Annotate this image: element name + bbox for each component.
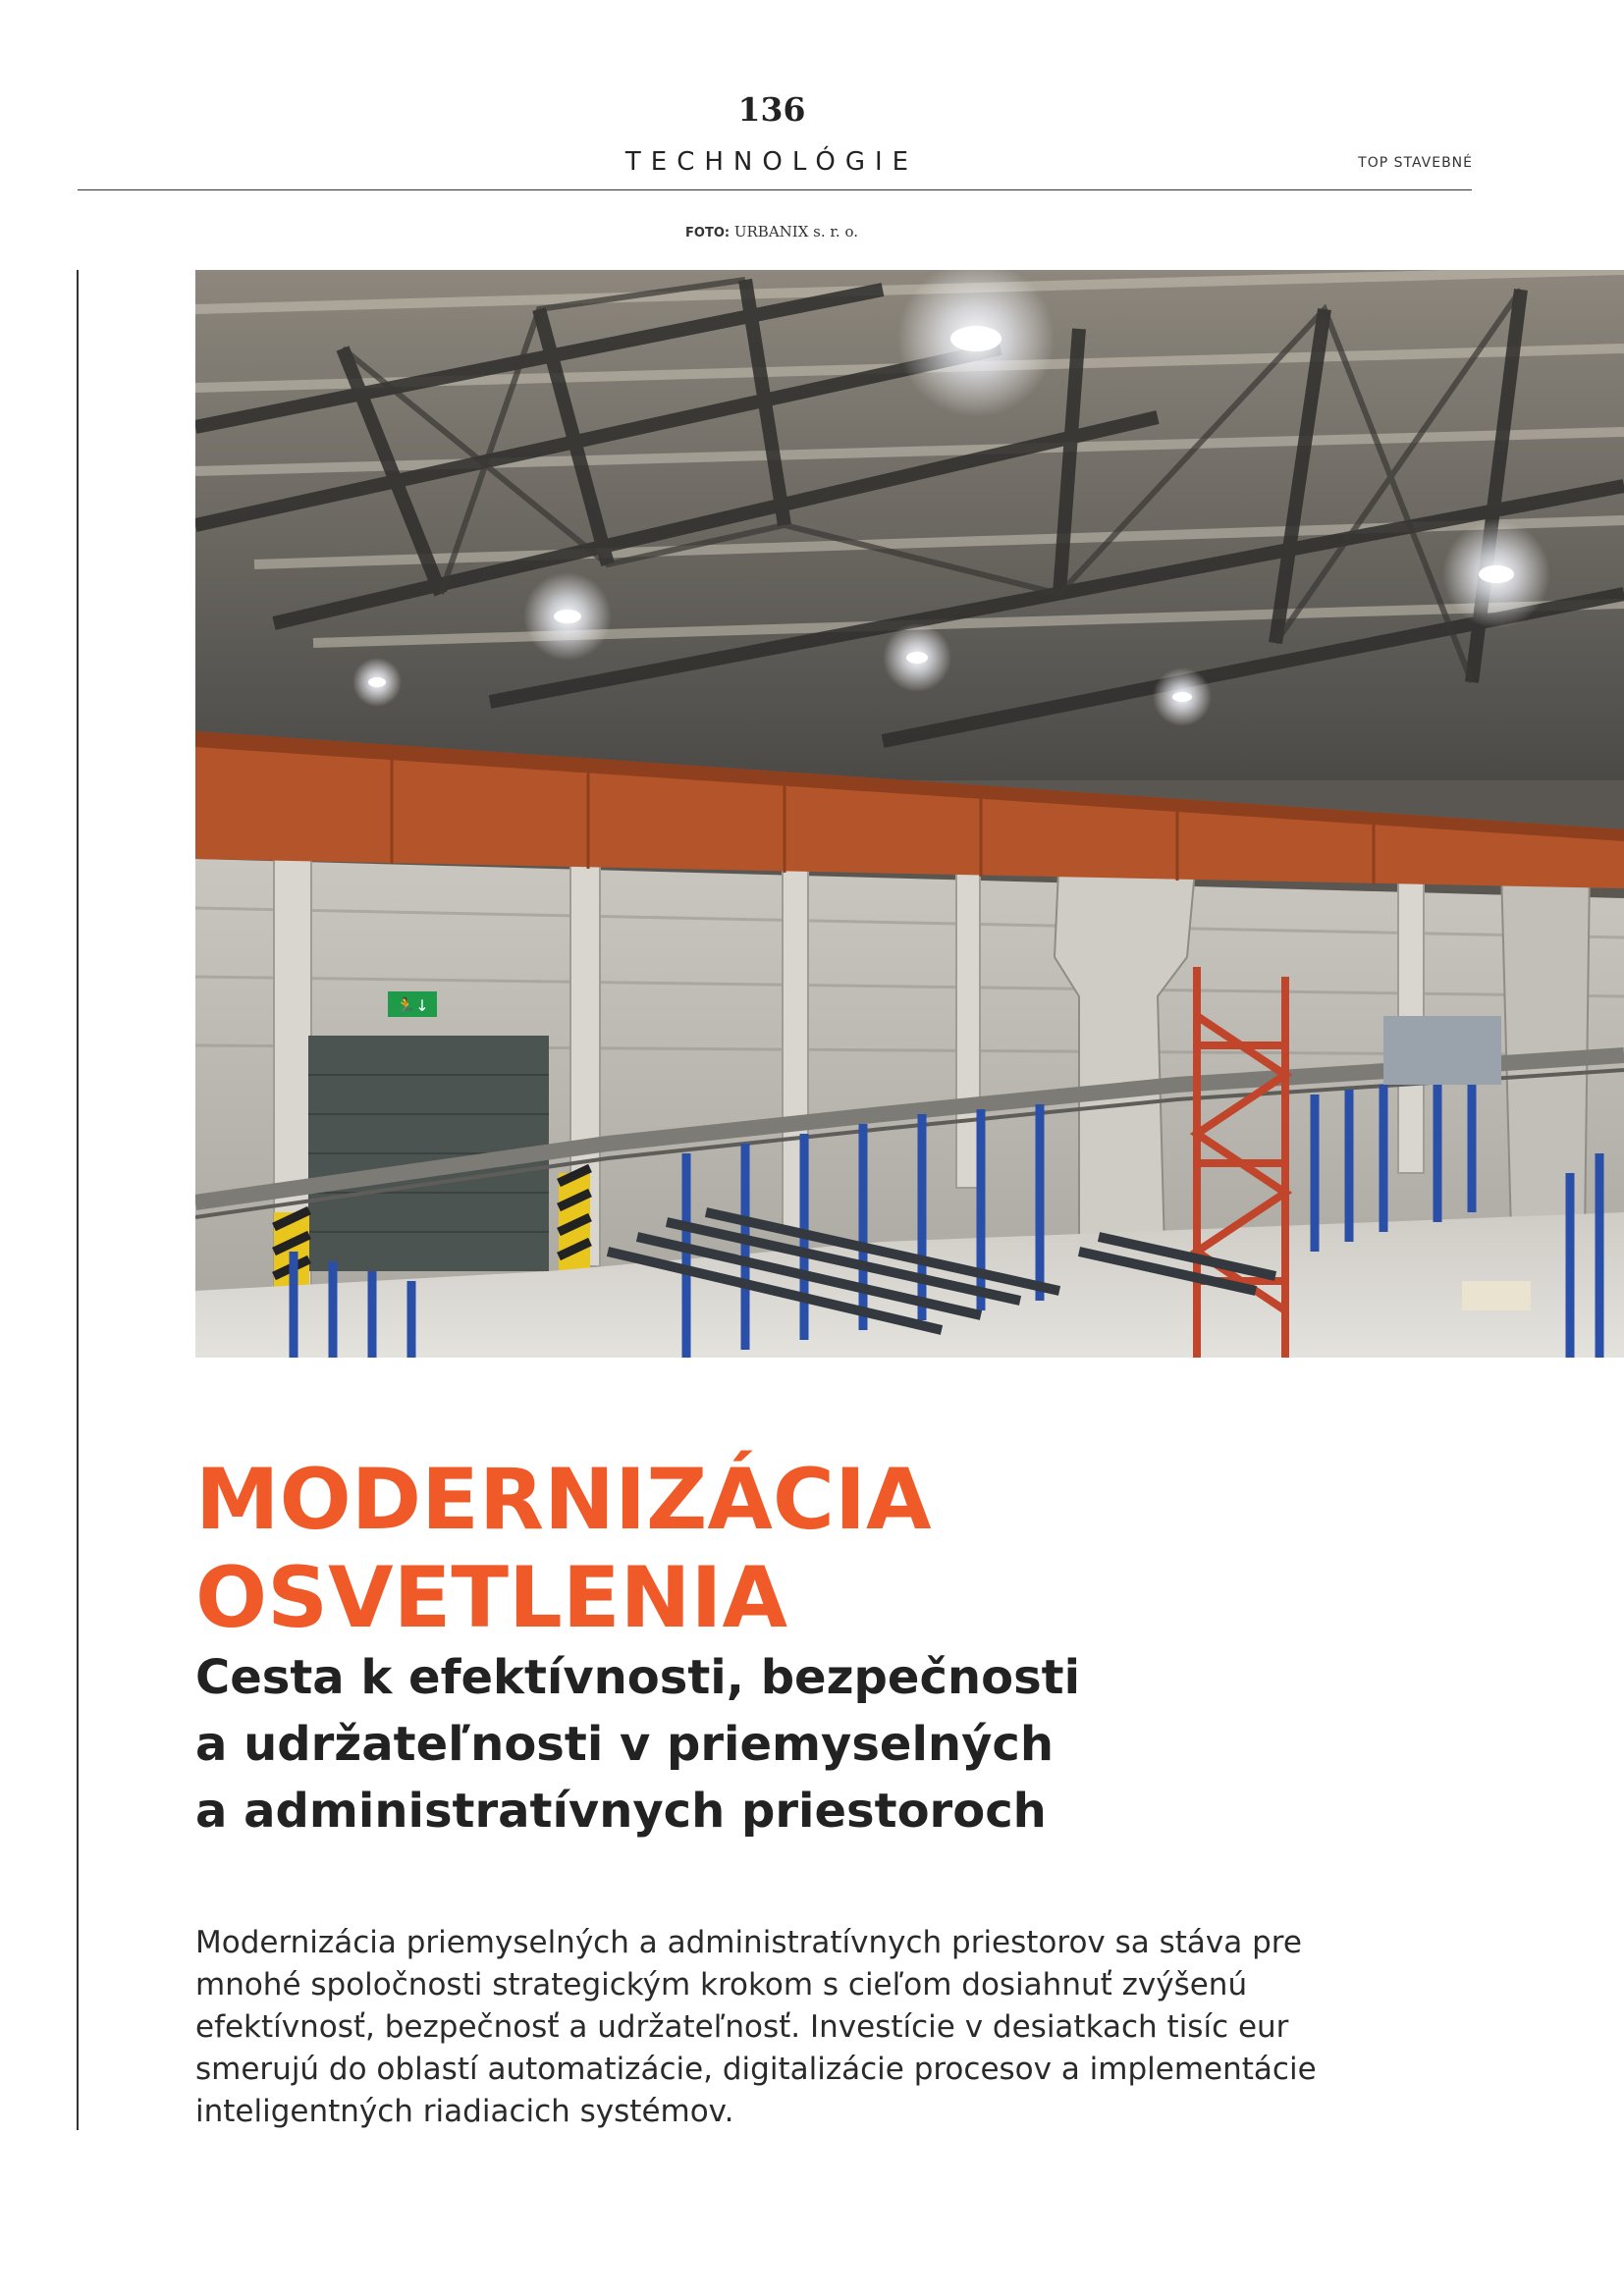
header-divider [78, 189, 1472, 190]
headline-line: OSVETLENIA [195, 1549, 788, 1647]
subheadline-line: Cesta k efektívnosti, bezpečnosti [195, 1650, 1081, 1705]
subheadline-line: a udržateľnosti v priemyselných [195, 1717, 1054, 1772]
intro-line: inteligentných riadiacich systémov. [195, 2094, 734, 2129]
subheadline-line: a administratívnych priestoroch [195, 1784, 1047, 1839]
headline-line: MODERNIZÁCIA [195, 1451, 932, 1549]
article-headline [195, 1451, 1472, 1647]
article-subheadline [195, 1644, 1374, 1844]
intro-line: mnohé spoločnosti strategickým krokom s cieľom dosiahnuť zvýšenú [195, 1967, 1248, 2002]
intro-line: smerujú do oblastí automatizácie, digitalizácie procesov a implementácie [195, 2052, 1317, 2087]
article-intro [195, 1922, 1501, 2133]
intro-line: Modernizácia priemyselných a administratívnych priestorov sa stáva pre [195, 1925, 1302, 1960]
left-margin-rule [77, 270, 79, 2130]
exit-sign-icon: 🏃↓ [396, 996, 429, 1015]
photo-credit [0, 223, 1543, 240]
page-number: 136 [737, 90, 806, 129]
intro-line: efektívnosť, bezpečnosť a udržateľnosť. Investície v desiatkach tisíc eur [195, 2009, 1289, 2045]
industrial-hall-photo [195, 270, 1624, 1358]
photo-credit-source: URBANIX s. r. o. [733, 223, 858, 240]
magazine-name: TOP STAVEBNÉ [1358, 155, 1473, 171]
hall-illustration [195, 270, 1624, 1358]
section-title: TECHNOLÓGIE [624, 147, 919, 177]
photo-credit-label: FOTO: [685, 226, 731, 240]
